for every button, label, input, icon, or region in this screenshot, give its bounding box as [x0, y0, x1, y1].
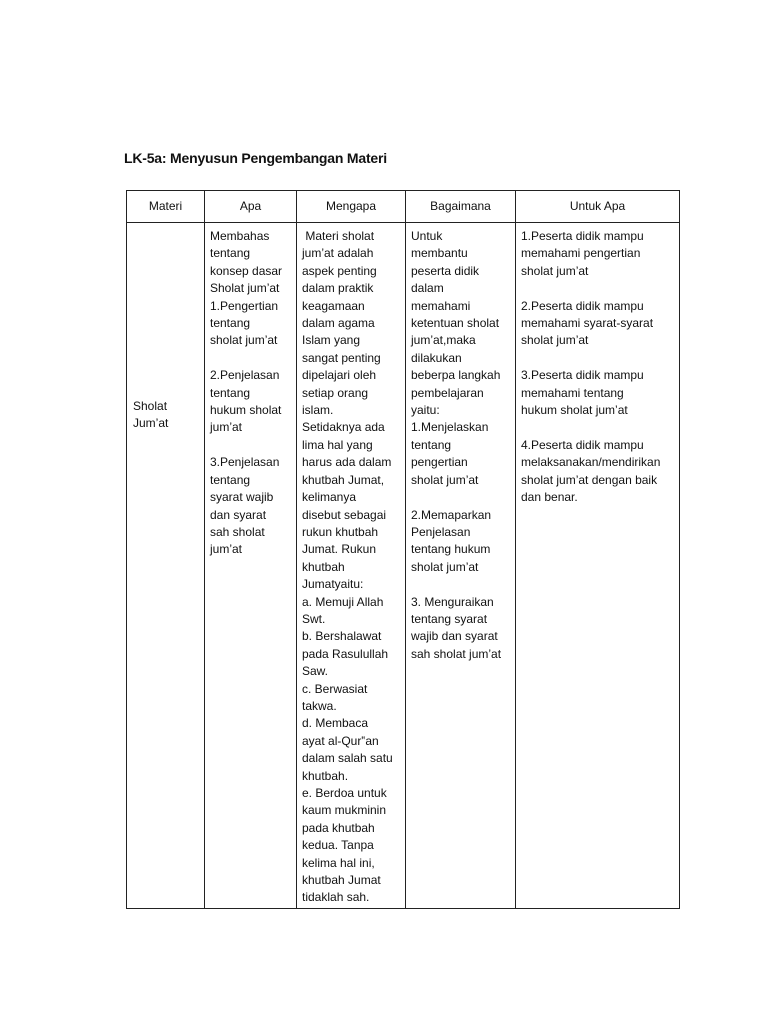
cell-materi-text: Sholat Jum’at [133, 399, 169, 431]
header-untuk-apa: Untuk Apa [516, 191, 680, 223]
table-header-row [127, 191, 680, 223]
header-apa: Apa [205, 191, 297, 223]
table-row [127, 223, 680, 909]
cell-mengapa: Materi sholat jum’at adalah aspek penting dalam praktik keagamaan dalam agama Islam yang sangat penting dipelajari oleh setiap orang islam. Setidaknya ada lima hal yang harus ada dalam khutbah Jumat, kelimanya disebut sebagai rukun khutbah Jumat. Rukun khutbah Jumatyaitu: a. Memuji Allah Swt. b. Bershalawat pada Rasulullah Saw. c. Berwasiat takwa. d. Membaca ayat al-Qur‟an dalam salah satu khutbah. e. Berdoa untuk kaum mukminin pada khutbah kedua. Tanpa kelima hal ini, khutbah Jumat tidaklah sah. [297, 223, 406, 909]
cell-untuk-apa: 1.Peserta didik mampu memahami pengertian sholat jum’at 2.Peserta didik mampu memahami syarat-syarat sholat jum’at 3.Peserta didik mampu memahami tentang hukum sholat jum’at 4.Peserta didik mampu melaksanakan/mendirikan sholat jum’at dengan baik dan benar. [516, 223, 680, 909]
header-materi: Materi [127, 191, 205, 223]
materi-table [126, 190, 680, 909]
cell-materi [127, 223, 205, 909]
header-bagaimana: Bagaimana [406, 191, 516, 223]
document-title: LK-5a: Menyusun Pengembangan Materi [124, 150, 387, 166]
header-mengapa: Mengapa [297, 191, 406, 223]
cell-apa: Membahas tentang konsep dasar Sholat jum’at 1.Pengertian tentang sholat jum’at 2.Penjelasan tentang hukum sholat jum’at 3.Penjelasan tentang syarat wajib dan syarat sah sholat jum’at [205, 223, 297, 909]
cell-bagaimana: Untuk membantu peserta didik dalam memahami ketentuan sholat jum’at,maka dilakukan beberpa langkah pembelajaran yaitu: 1.Menjelaskan tentang pengertian sholat jum’at 2.Memaparkan Penjelasan tentang hukum sholat jum’at 3. Menguraikan tentang syarat wajib dan syarat sah sholat jum’at [406, 223, 516, 909]
